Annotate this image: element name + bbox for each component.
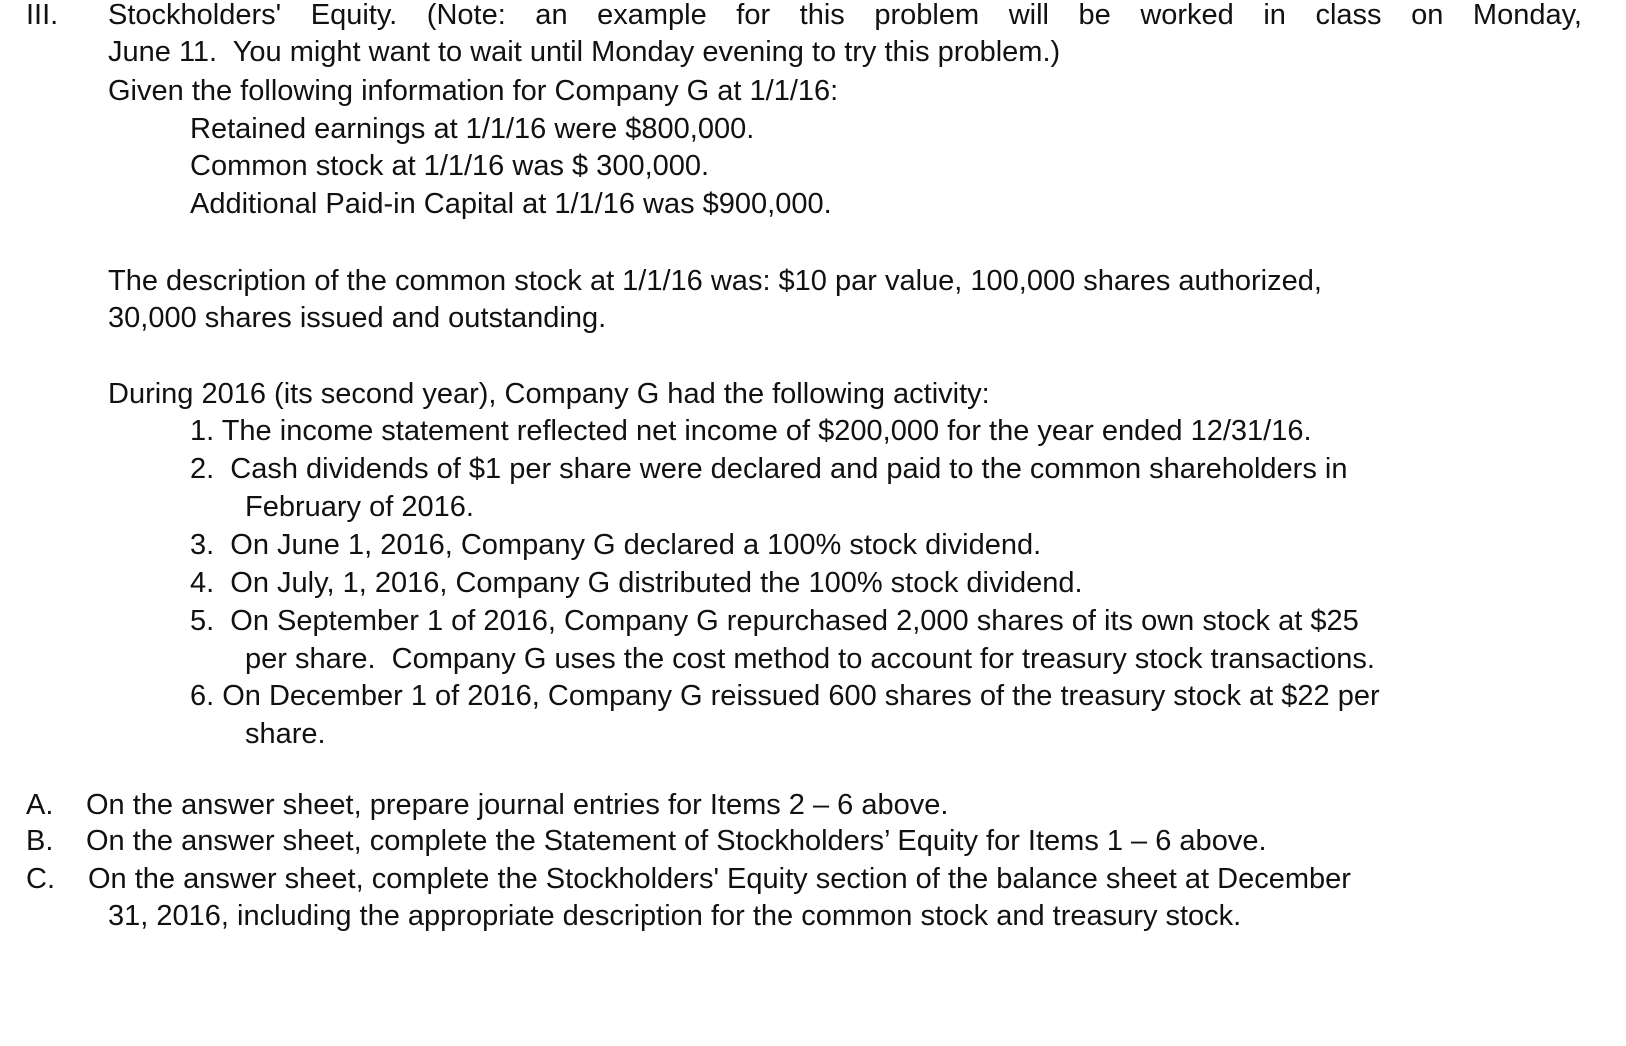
activity-item-6: 6. On December 1 of 2016, Company G reissued 600 shares of the treasury stock at $22 per: [190, 680, 1380, 712]
question-c-text: On the answer sheet, complete the Stockholders' Equity section of the balance sheet at December: [88, 863, 1351, 895]
activity-item-3: 3. On June 1, 2016, Company G declared a 100% stock dividend.: [190, 529, 1042, 561]
activity-item-5: 5. On September 1 of 2016, Company G repurchased 2,000 shares of its own stock at $25: [190, 605, 1359, 637]
section-numeral: III.: [26, 0, 59, 31]
given-intro: Given the following information for Company G at 1/1/16:: [108, 75, 839, 107]
given-item-retained-earnings: Retained earnings at 1/1/16 were $800,000.: [190, 113, 755, 145]
given-item-apic: Additional Paid-in Capital at 1/1/16 was $900,000.: [190, 188, 832, 220]
activity-item-4: 4. On July, 1, 2016, Company G distributed the 100% stock dividend.: [190, 567, 1083, 599]
question-a-text: On the answer sheet, prepare journal entries for Items 2 – 6 above.: [86, 789, 949, 821]
question-c-continuation: 31, 2016, including the appropriate description for the common stock and treasury stock.: [108, 900, 1242, 932]
question-b-text: On the answer sheet, complete the Statement of Stockholders’ Equity for Items 1 – 6 above.: [86, 825, 1267, 857]
question-b-letter: B.: [26, 825, 54, 857]
activity-item-5-cont: per share. Company G uses the cost method to account for treasury stock transactions.: [245, 643, 1375, 675]
section-heading-line-2: June 11. You might want to wait until Monday evening to try this problem.): [108, 36, 1061, 68]
stock-description-line-1: The description of the common stock at 1/1/16 was: $10 par value, 100,000 shares authorized,: [108, 265, 1322, 297]
activity-item-2-cont: February of 2016.: [245, 491, 474, 523]
activity-item-1: 1. The income statement reflected net income of $200,000 for the year ended 12/31/16.: [190, 415, 1312, 447]
question-c-letter: C.: [26, 863, 55, 895]
stock-description-line-2: 30,000 shares issued and outstanding.: [108, 302, 607, 334]
activity-intro: During 2016 (its second year), Company G had the following activity:: [108, 378, 990, 410]
given-item-common-stock: Common stock at 1/1/16 was $ 300,000.: [190, 150, 710, 182]
section-heading-line-1: Stockholders' Equity. (Note: an example for this problem will be worked in class on Monday,: [108, 0, 1582, 31]
activity-item-2: 2. Cash dividends of $1 per share were declared and paid to the common shareholders in: [190, 453, 1348, 485]
activity-item-6-cont: share.: [245, 718, 326, 750]
question-a-letter: A.: [26, 789, 54, 821]
